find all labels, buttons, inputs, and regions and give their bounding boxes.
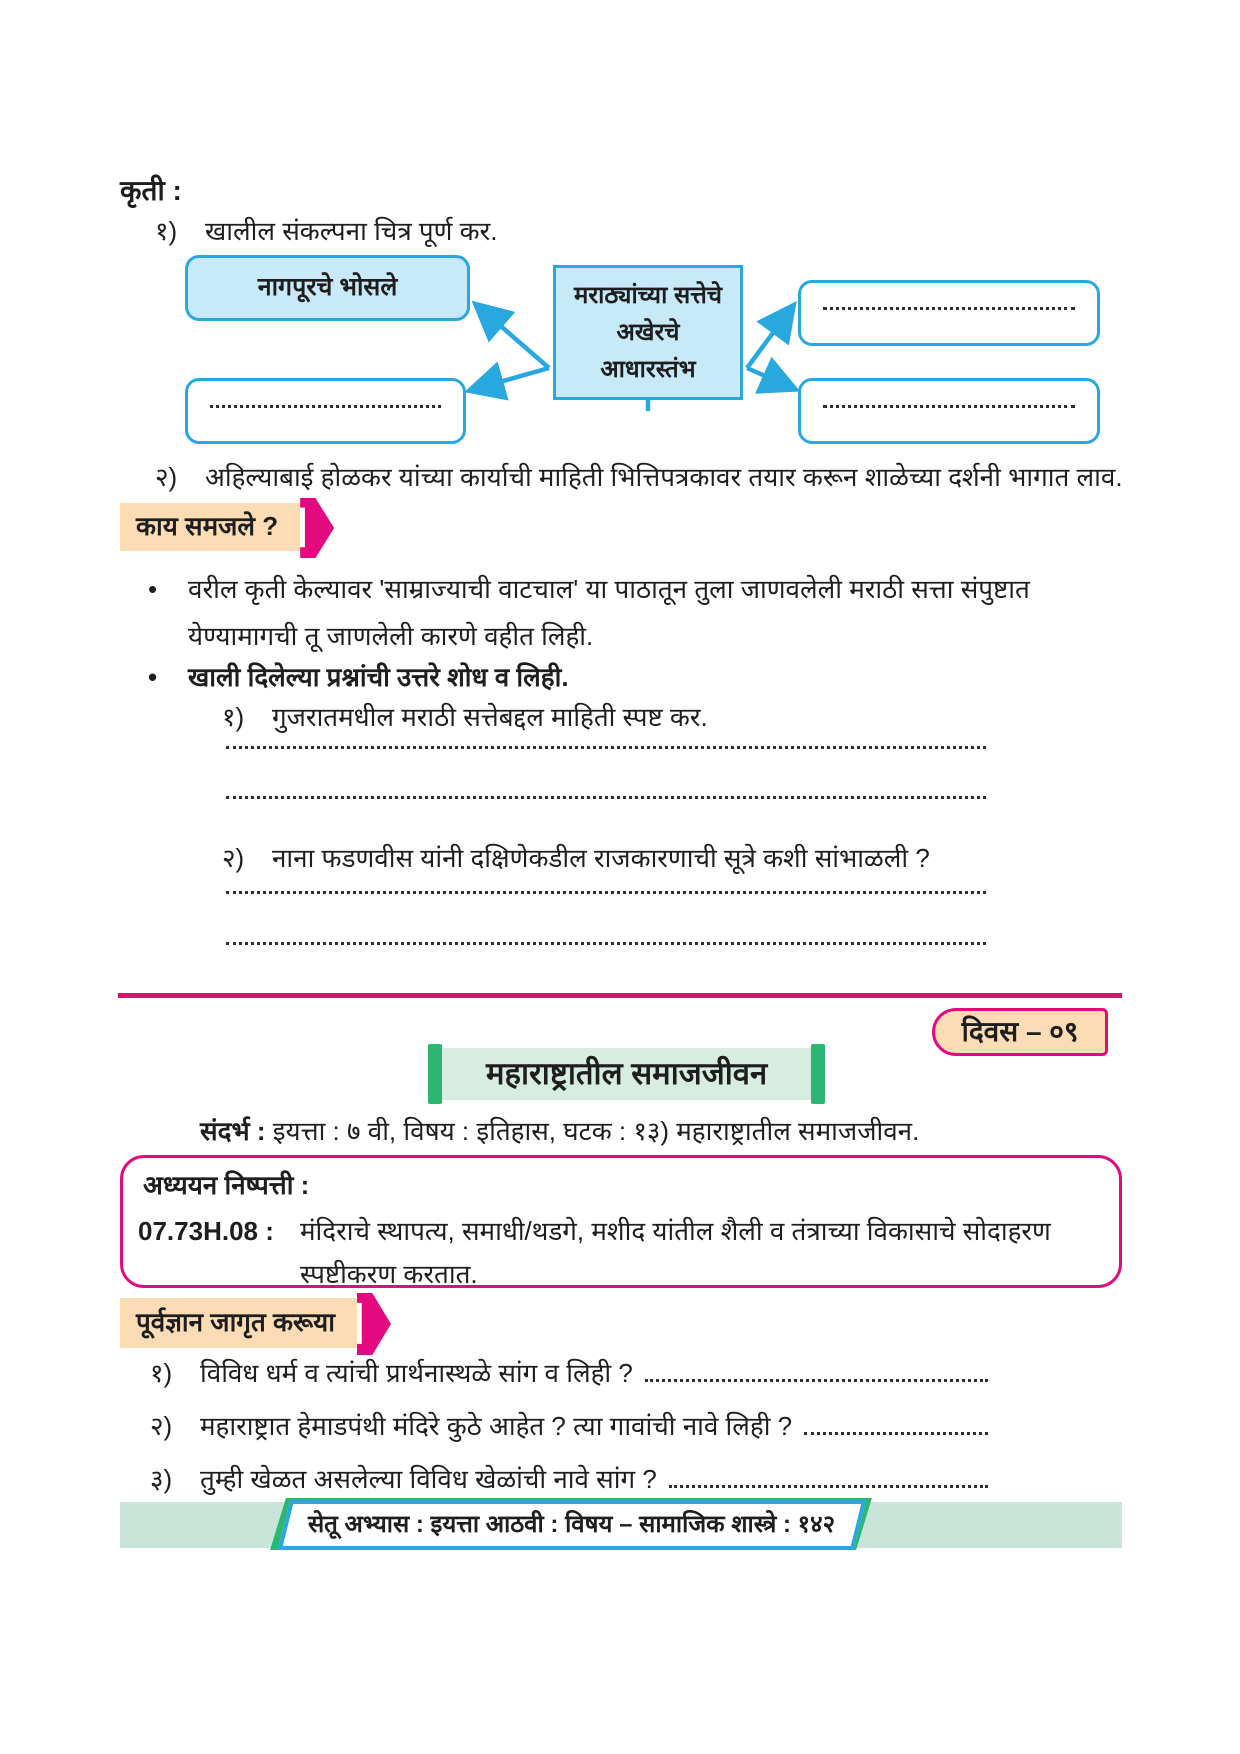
prior-question-1: [150, 1356, 988, 1391]
concept-diagram: [120, 246, 1122, 456]
prior-question-3-number: ३): [150, 1464, 173, 1494]
answer-line: [226, 942, 986, 945]
question-1-number: १): [222, 702, 245, 732]
outcome-statement: [138, 1210, 1098, 1296]
activity-1-number: १): [155, 216, 178, 246]
kay-samajle-badge: [120, 503, 334, 551]
diagram-box-center: [553, 265, 743, 400]
bullet-item-2: [148, 660, 1053, 695]
kruti-heading: कृती :: [120, 175, 182, 206]
diagram-center-line-3: आधारस्तंभ: [600, 356, 696, 384]
fill-in-dots: [823, 405, 1075, 408]
prior-question-1-text: विविध धर्म व त्यांची प्रार्थनास्थळे सांग व लिही ?: [200, 1358, 633, 1388]
footer-plate: [278, 1500, 866, 1550]
question-2-number: २): [222, 843, 245, 873]
section-divider: [118, 993, 1122, 998]
arrow-to-bottom-left: [475, 368, 549, 389]
chapter-title-bar: [428, 1044, 825, 1104]
answer-leader: [804, 1432, 988, 1435]
purvadnyan-heading: पूर्वज्ञान जागृत करूया: [120, 1298, 357, 1348]
prior-question-3: [150, 1462, 988, 1497]
purvadnyan-badge: [120, 1298, 391, 1348]
fill-in-dots: [823, 307, 1075, 310]
title-accent-bar-right: [811, 1044, 825, 1104]
day-badge: दिवस – ०९: [932, 1008, 1108, 1056]
arrow-to-bottom-right: [747, 368, 790, 387]
question-1: [222, 700, 1122, 735]
diagram-box-bottom-left-blank: [185, 378, 466, 444]
diagram-center-line-2: अखेरचे: [616, 318, 680, 346]
fill-in-dots: [210, 405, 441, 408]
kay-samajle-heading: काय समजले ?: [120, 503, 300, 551]
question-2-text: नाना फडणवीस यांनी दक्षिणेकडील राजकारणाची सूत्रे कशी सांभाळली ?: [272, 843, 930, 873]
bullet-1-text: वरील कृती केल्यावर 'साम्राज्याची वाटचाल' या पाठातून तुला जाणवलेली मराठी सत्ता संपुष्टात येण्यामागची तू जाणलेली कारणे वहीत लिही.: [188, 574, 1030, 652]
outcome-code: 07.73H.08 :: [138, 1216, 274, 1246]
activity-2-text: अहिल्याबाई होळकर यांच्या कार्याची माहिती भित्तिपत्रकावर तयार करून शाळेच्या दर्शनी भागात लाव.: [205, 462, 1123, 492]
answer-leader: [645, 1379, 988, 1382]
answer-line: [226, 746, 986, 749]
question-1-text: गुजरातमधील मराठी सत्तेबद्दल माहिती स्पष्ट कर.: [272, 702, 708, 732]
activity-1-text: खालील संकल्पना चित्र पूर्ण कर.: [205, 216, 498, 246]
answer-line: [226, 796, 986, 799]
diagram-box-top-right-blank: [798, 280, 1100, 346]
reference-label: संदर्भ :: [200, 1116, 266, 1146]
bullet-dot-icon: •: [148, 662, 158, 692]
activity-item-1: [155, 214, 1055, 249]
outcome-heading: अध्ययन निष्पत्ती :: [143, 1170, 310, 1200]
reference-text: इयत्ता : ७ वी, विषय : इतिहास, घटक : १३) महाराष्ट्रातील समाजजीवन.: [272, 1116, 920, 1146]
bullet-item-1: [148, 566, 1053, 661]
title-accent-bar-left: [428, 1044, 442, 1104]
activity-item-2: [155, 460, 1145, 495]
pennant-arrow-icon: [357, 1293, 391, 1355]
prior-question-1-number: १): [150, 1358, 173, 1388]
pennant-arrow-icon: [300, 498, 334, 558]
answer-line: [226, 891, 986, 894]
answer-leader: [669, 1485, 988, 1488]
arrow-to-top-left: [480, 308, 549, 368]
arrow-to-top-right: [747, 310, 790, 368]
chapter-title: महाराष्ट्रातील समाजजीवन: [442, 1048, 811, 1100]
outcome-text: मंदिराचे स्थापत्य, समाधी/थडगे, मशीद यांतील शैली व तंत्राच्या विकासाचे सोदाहरण स्पष्टीकरण करतात.: [300, 1216, 1051, 1289]
prior-question-2: [150, 1409, 988, 1444]
activity-2-number: २): [155, 462, 178, 492]
prior-question-2-number: २): [150, 1411, 173, 1441]
reference-line: [200, 1114, 1140, 1149]
footer-band: [120, 1502, 1122, 1548]
footer-text: सेतू अभ्यास : इयत्ता आठवी : विषय – सामाजिक शास्त्रे : १४२: [308, 1510, 836, 1538]
learning-outcome-box: [120, 1155, 1122, 1288]
bullet-dot-icon: •: [148, 574, 158, 604]
prior-question-3-text: तुम्ही खेळत असलेल्या विविध खेळांची नावे सांग ?: [200, 1464, 657, 1494]
diagram-box-top-left-label: नागपूरचे भोसले: [257, 273, 398, 302]
diagram-box-top-left: [185, 255, 470, 321]
diagram-box-bottom-right-blank: [798, 378, 1100, 444]
diagram-center-line-1: मराठ्यांच्या सत्तेचे: [573, 281, 723, 309]
bullet-2-text: खाली दिलेल्या प्रश्नांची उत्तरे शोध व लिही.: [188, 662, 569, 692]
prior-question-2-text: महाराष्ट्रात हेमाडपंथी मंदिरे कुठे आहेत ? त्या गावांची नावे लिही ?: [200, 1411, 793, 1441]
question-2: [222, 841, 1122, 876]
